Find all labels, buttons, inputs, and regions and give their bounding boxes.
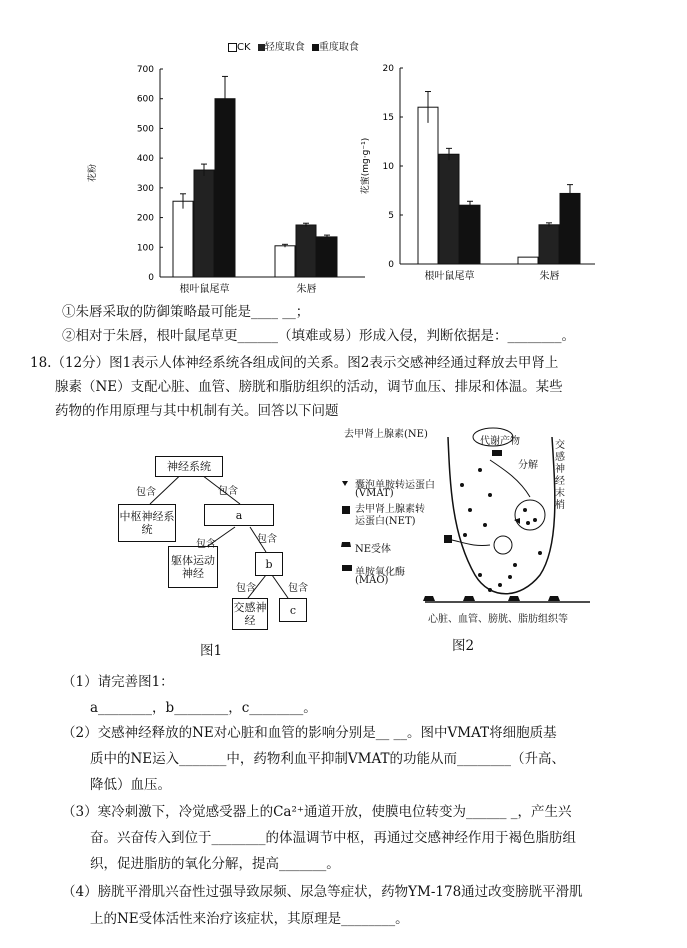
net-marker: [444, 535, 452, 543]
bar: [539, 225, 559, 264]
legend-label-light: 轻度取食: [264, 42, 305, 53]
q2-line-2: 质中的NE运入_______中，药物利血平抑制VMAT的功能从而________（升高、: [90, 751, 566, 767]
q2-line-3: 降低）血压。: [90, 777, 171, 793]
fig2-legend-net-2: 运蛋白(NET): [355, 516, 416, 527]
mao-marker: [492, 450, 502, 456]
fig1-label-contains-6: 包含: [288, 583, 308, 594]
fig2-legend-vmat-2: (VMAT): [355, 488, 394, 499]
q3-line-3: 织，促进脂肪的氧化分解，提高_______。: [90, 856, 340, 872]
y-tick-label: 200: [136, 213, 154, 224]
fig2-caption: 图2: [452, 638, 475, 654]
y-tick-label: 500: [136, 124, 154, 135]
y-tick-label: 300: [136, 183, 154, 194]
y-tick-label: 100: [136, 243, 154, 254]
y-tick-label: 0: [148, 273, 154, 283]
bar: [275, 246, 295, 277]
fig1-box-b: b: [255, 552, 283, 576]
q4-line-2: 上的NE受体活性来治疗该症状，其原理是________。: [90, 911, 409, 927]
bar: [439, 154, 459, 264]
bar: [194, 170, 214, 277]
fig2-decompose-label: 分解: [518, 460, 538, 471]
fig2-legend-vmat-1: 囊泡单胺转运蛋白: [355, 480, 435, 491]
x-category-label: 朱唇: [539, 271, 560, 282]
q4-line-1: （4）膀胱平滑肌兴奋性过强导致尿频、尿急等症状，药物YM-178通过改变膀胱平滑肌: [62, 884, 583, 900]
fig1-box-central: 中枢神经系统: [118, 504, 176, 542]
q1-line-2: a________，b________，c________。: [90, 700, 317, 716]
fig1-box-nervous-system: 神经系统: [155, 456, 223, 477]
bar: [518, 257, 538, 264]
y-tick-label: 600: [136, 94, 154, 105]
chart-legend: [228, 38, 359, 53]
y-tick-label: 700: [136, 65, 154, 75]
pollen-bar-chart: [85, 55, 370, 295]
bar: [215, 99, 235, 277]
q3-line-2: 奋。兴奋传入到位于________的体温调节中枢，再通过交感神经作用于褐色脂肪组: [90, 830, 576, 846]
q17-line-1: ①朱唇采取的防御策略最可能是____ __；: [62, 304, 310, 320]
x-category-label: 根叶鼠尾草: [424, 271, 475, 282]
arrow-reuptake: [452, 540, 490, 546]
bar: [173, 201, 193, 277]
y-tick-label: 5: [388, 211, 394, 221]
fig1-label-contains-5: 包含: [236, 583, 256, 594]
bar: [560, 193, 580, 264]
fig2-legend-net-1: 去甲肾上腺素转: [355, 504, 425, 515]
fig1-label-contains-3: 包含: [196, 539, 216, 550]
x-category-label: 朱唇: [296, 284, 317, 295]
bar: [317, 237, 337, 277]
y-tick-label: 0: [388, 260, 394, 270]
bar: [460, 205, 480, 264]
y-tick-label: 400: [136, 154, 154, 165]
receptor-markers: [423, 596, 560, 601]
q3-line-1: （3）寒冷刺激下，冷觉感受器上的Ca²⁺通道开放，使膜电位转变为______ _，产生兴: [62, 804, 572, 820]
nectar-bar-chart: [360, 55, 600, 295]
y-tick-label: 20: [382, 64, 394, 74]
y-tick-label: 10: [382, 162, 394, 172]
legend-swatch-ck: [228, 43, 237, 52]
fig1-caption: 图1: [200, 643, 223, 659]
q17-line-2: ②相对于朱唇，根叶鼠尾草更______（填难或易）形成入侵，判断依据是：________。: [62, 328, 575, 344]
bar: [296, 225, 316, 277]
fig2-legend-receptor: NE受体: [355, 544, 392, 555]
fig1-label-contains-2: 包含: [218, 486, 238, 497]
fig1-box-c: c: [279, 598, 307, 622]
fig2-product-label: 代谢产物: [480, 436, 520, 447]
legend-swatch-heavy: [312, 44, 319, 51]
fig1-box-sympathetic: 交感神经: [232, 598, 268, 630]
q1-line-1: （1）请完善图1：: [62, 674, 174, 690]
vesicle-1: [515, 500, 545, 530]
q18-stem-line-2: 腺素（NE）支配心脏、血管、膀胱和脂肪组织的活动，调节血压、排尿和体温。某些: [55, 379, 563, 395]
legend-label-ck: CK: [237, 42, 251, 53]
fig1-box-a: a: [204, 504, 274, 526]
q18-stem-line-3: 药物的作用原理与其中机制有关。回答以下问题: [55, 403, 339, 419]
legend-label-heavy: 重度取食: [318, 42, 359, 53]
fig2-legend-mao-2: (MAO): [355, 575, 389, 586]
fig2-legend-mao-1: 单胺氧化酶: [355, 567, 405, 578]
bar: [418, 107, 438, 264]
x-category-label: 根叶鼠尾草: [179, 284, 230, 295]
fig1-box-somatic: 躯体运动神经: [168, 546, 218, 588]
q2-line-1: （2）交感神经释放的NE对心脏和血管的影响分别是__ __。图中VMAT将细胞质基: [62, 725, 557, 741]
fig2-targets-label: 心脏、血管、膀胱、脂肪组织等: [428, 614, 568, 625]
y-axis-label: 花蜜(mg·g⁻¹): [361, 137, 371, 195]
fig1-label-contains-1: 包含: [136, 487, 156, 498]
fig2-legend-ne: 去甲肾上腺素(NE): [344, 429, 428, 440]
y-tick-label: 15: [382, 113, 394, 123]
q18-stem-line-1: 18.（12分）图1表示人体神经系统各组成间的关系。图2表示交感神经通过释放去甲肾上: [30, 355, 559, 371]
fig2-side-label: 交感神经末梢: [555, 440, 565, 511]
vesicle-2: [494, 536, 512, 554]
legend-icons: [341, 481, 352, 571]
legend-swatch-light: [258, 44, 265, 51]
y-axis-label: 花粉: [88, 163, 98, 183]
fig1-label-contains-4: 包含: [257, 534, 277, 545]
